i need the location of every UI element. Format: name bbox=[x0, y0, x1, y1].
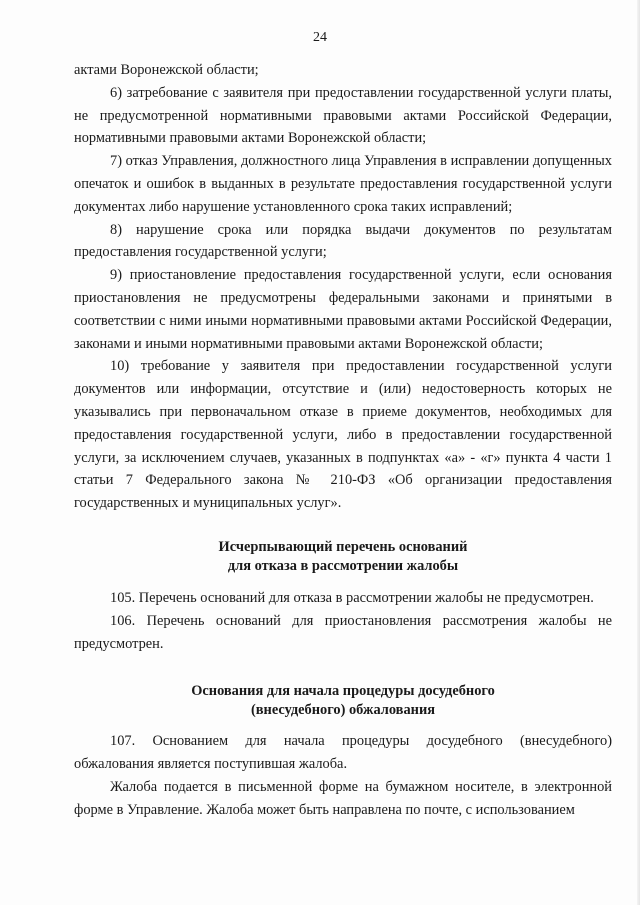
paragraph-continuation: актами Воронежской области; bbox=[74, 62, 259, 78]
paragraph-105: 105. Перечень оснований для отказа в рассмотрении жалобы не предусмотрен. bbox=[110, 589, 594, 606]
paragraph-item-6: 6) затребование с заявителя при предоставлении государственной услуги платы, не предусмотренной нормативными правовыми актами Российской Федерации, нормативными правовыми актами Воронежской области; bbox=[74, 84, 612, 147]
section-heading-line: (внесудебного) обжалования bbox=[250, 702, 436, 719]
section-heading-appeal-grounds bbox=[74, 682, 612, 720]
section-heading-refusal-grounds bbox=[74, 538, 612, 576]
paragraph-106: 106. Перечень оснований для приостановления рассмотрения жалобы не предусмотрен. bbox=[74, 612, 612, 652]
paragraph-item-9: 9) приостановление предоставления государственной услуги, если основания приостановления не предусмотрены федеральными законами и принятыми в соответствии с ними иными нормативными правовыми актами Российской Федерации, законами и иными нормативными правовыми актами Воронежской области; bbox=[74, 267, 612, 352]
section-heading-line: Исчерпывающий перечень оснований bbox=[218, 538, 468, 555]
page-number: 24 bbox=[313, 30, 327, 45]
paragraph-complaint-submission: Жалоба подается в письменной форме на бумажном носителе, в электронной форме в Управление. Жалоба может быть направлена по почте, с использованием bbox=[74, 778, 612, 818]
paragraph-107: 107. Основанием для начала процедуры досудебного (внесудебного) обжалования является поступившая жалоба. bbox=[74, 733, 612, 773]
paragraph-item-10: 10) требование у заявителя при предоставлении государственной услуги документов или информации, отсутствие и (или) недостоверность которых не указывались при первоначальном отказе в приеме документов, необходимых для предоставления государственной услуги, либо в предоставлении государственной услуги, за исключением случаев, указанных в подпунктах «а» - «г» пункта 4 части 1 статьи 7 Федерального закона № 210-ФЗ «Об организации предоставления государственных и муниципальных услуг». bbox=[74, 358, 612, 512]
document-body bbox=[74, 59, 612, 822]
paragraph-item-7: 7) отказ Управления, должностного лица Управления в исправлении допущенных опечаток и ошибок в выданных в результате предоставления государственной услуги документах либо нарушение установленного срока таких исправлений; bbox=[74, 153, 612, 215]
paragraph-item-8: 8) нарушение срока или порядка выдачи документов по результатам предоставления государственной услуги; bbox=[74, 221, 612, 261]
section-heading-line: Основания для начала процедуры досудебного bbox=[191, 683, 495, 700]
section-heading-line: для отказа в рассмотрении жалобы bbox=[227, 557, 459, 574]
